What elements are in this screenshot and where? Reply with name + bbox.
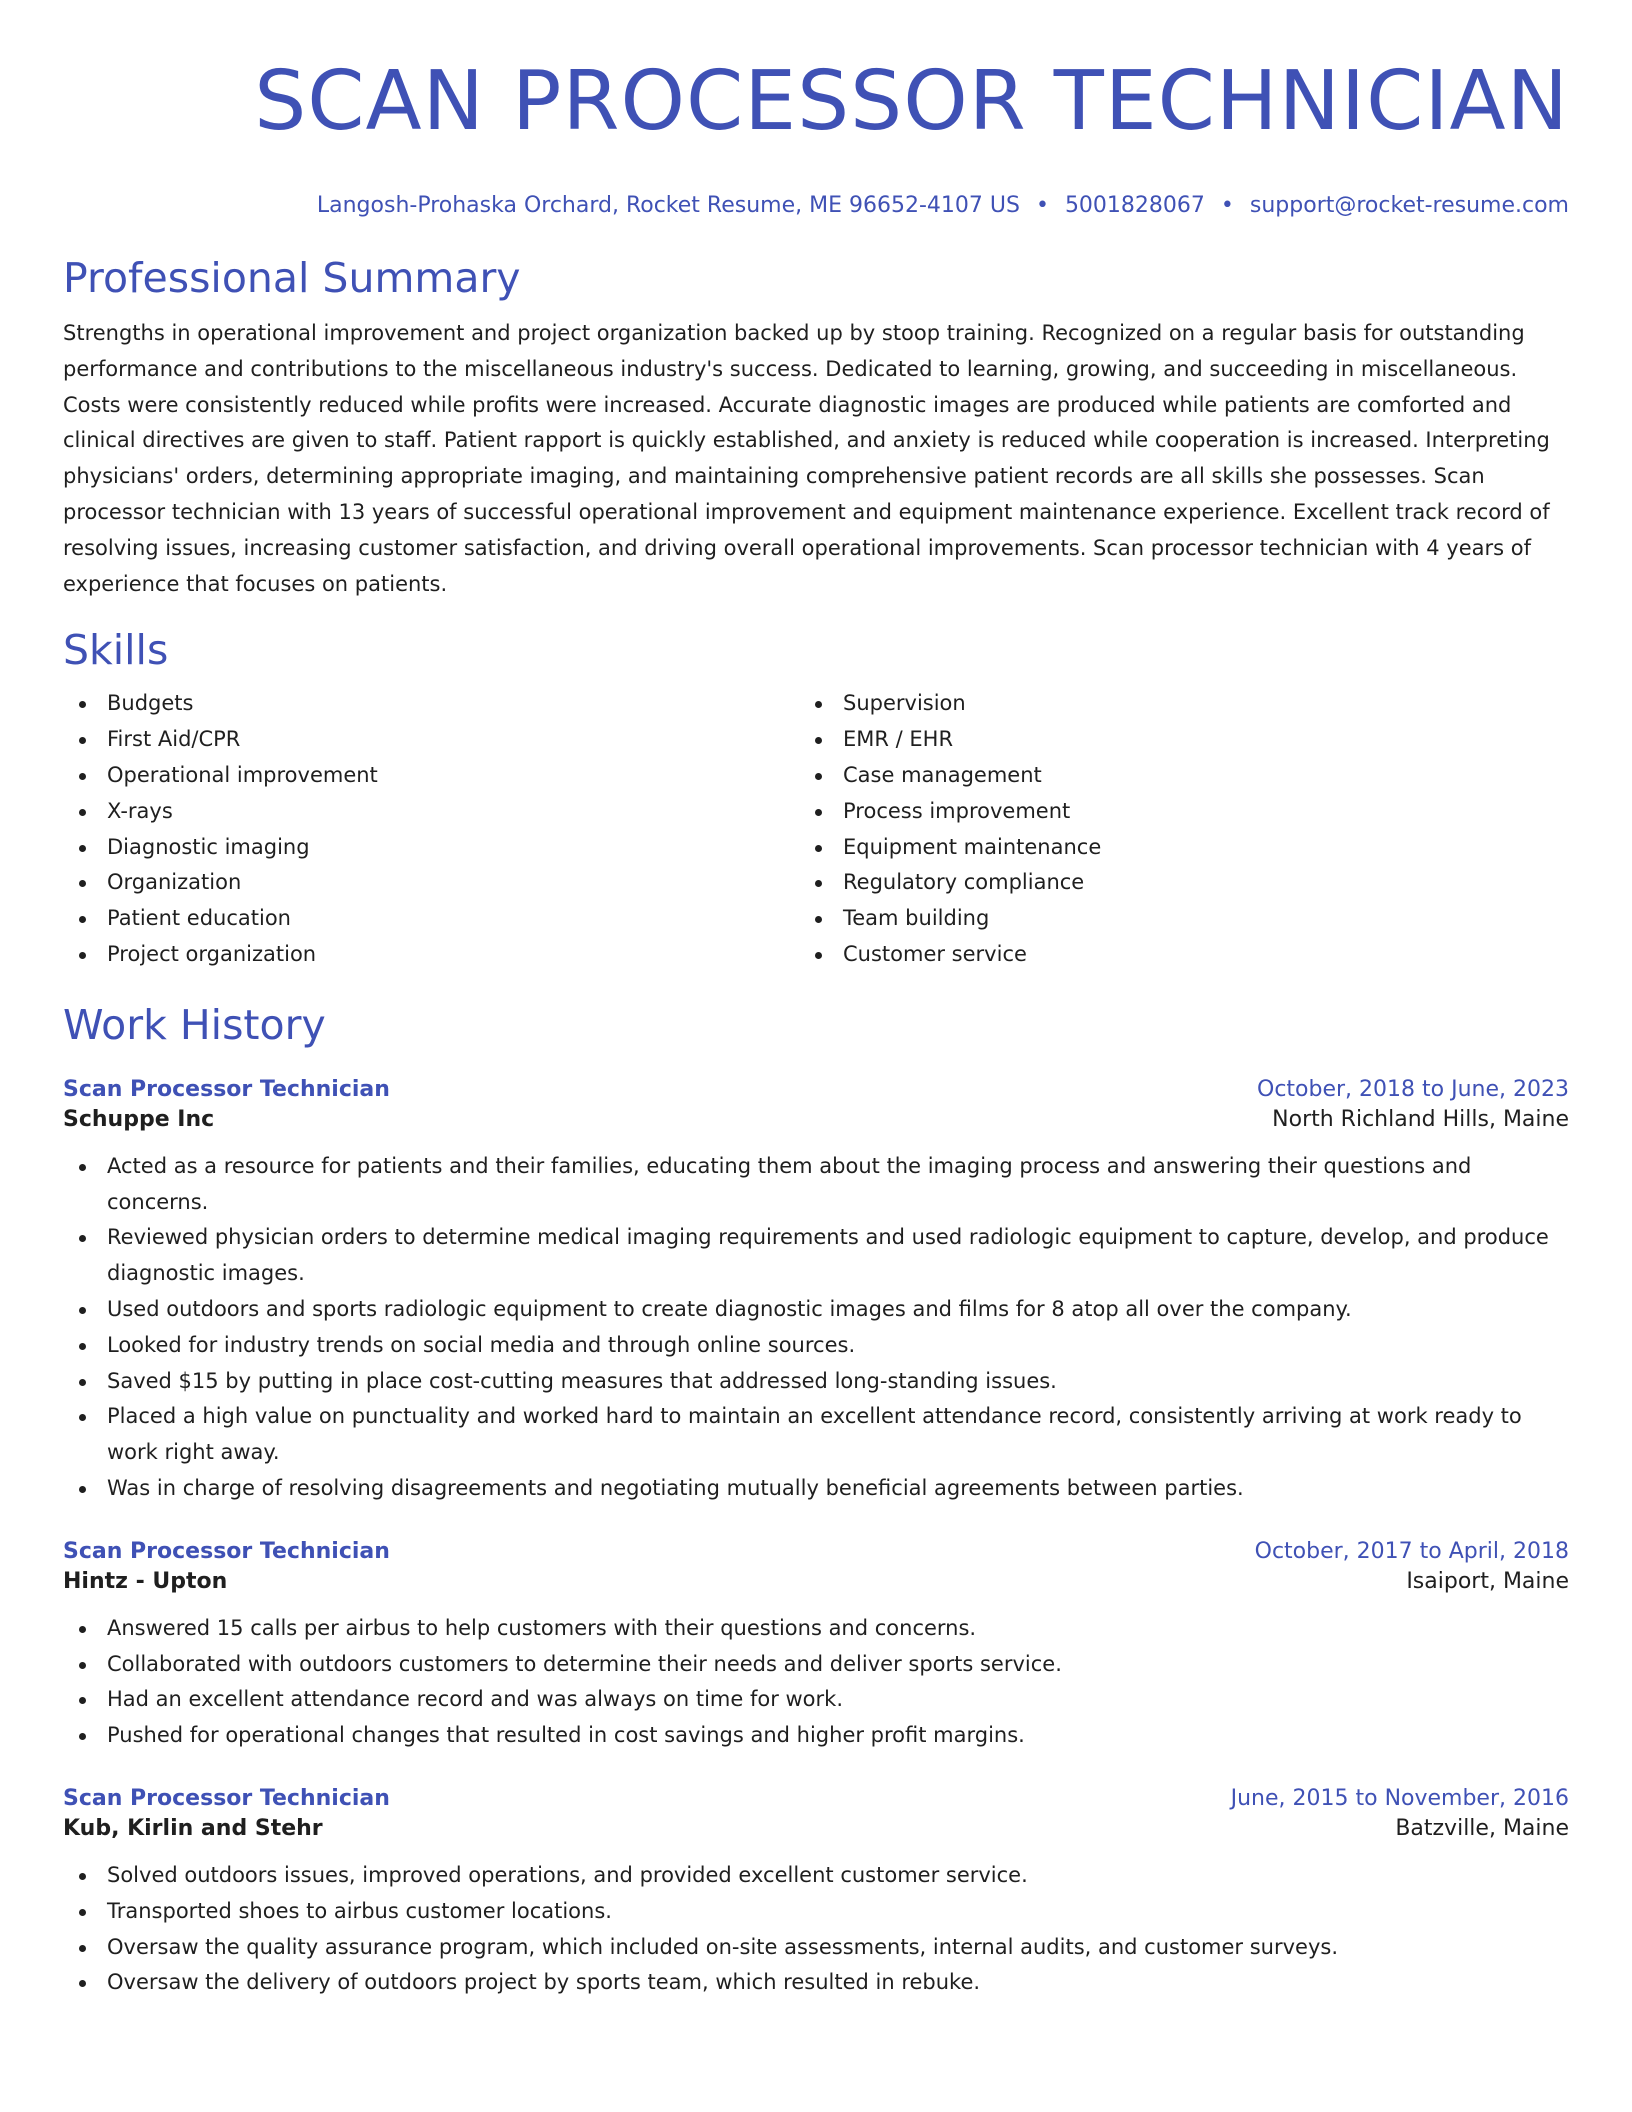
job-header — [63, 1784, 1569, 1814]
job-dates: June, 2015 to November, 2016 — [1230, 1785, 1569, 1811]
job-bullet: Collaborated with outdoors customers to determine their needs and deliver sports service. — [63, 1647, 1569, 1683]
contact-phone: 5001828067 — [1064, 193, 1205, 218]
skill-item: Case management — [799, 758, 1535, 794]
work-history-section-title: Work History — [63, 1000, 326, 1049]
job-entry — [63, 1784, 1569, 2001]
job-bullets — [63, 1149, 1569, 1507]
job-location: Isaiport, Maine — [1406, 1568, 1569, 1594]
job-entry — [63, 1075, 1569, 1507]
job-bullet: Looked for industry trends on social media and through online sources. — [63, 1328, 1569, 1364]
skill-item: Regulatory compliance — [799, 865, 1535, 901]
job-employer-row — [63, 1814, 1569, 1844]
skills-list — [63, 686, 1569, 972]
skill-item: Organization — [63, 865, 799, 901]
skill-item: Budgets — [63, 686, 799, 722]
job-bullet: Had an excellent attendance record and was always on time for work. — [63, 1682, 1569, 1718]
job-company: Kub, Kirlin and Stehr — [63, 1815, 323, 1841]
skills-column-left — [63, 686, 799, 972]
job-bullet: Transported shoes to airbus customer locations. — [63, 1894, 1569, 1930]
resume-name-heading: SCAN PROCESSOR TECHNICIAN — [254, 54, 1569, 149]
skill-item: EMR / EHR — [799, 722, 1535, 758]
contact-separator: • — [1220, 193, 1234, 218]
job-bullet: Solved outdoors issues, improved operations, and provided excellent customer service. — [63, 1858, 1569, 1894]
job-bullets — [63, 1858, 1569, 2001]
job-dates: October, 2018 to June, 2023 — [1257, 1076, 1569, 1102]
job-entry — [63, 1537, 1569, 1754]
job-bullet: Oversaw the quality assurance program, which included on-site assessments, internal audits, and customer surveys. — [63, 1930, 1569, 1966]
job-bullet: Reviewed physician orders to determine medical imaging requirements and used radiologic equipment to capture, develop, and produce diagnostic images. — [63, 1220, 1569, 1292]
summary-section-title: Professional Summary — [63, 254, 521, 302]
job-employer-row — [63, 1567, 1569, 1597]
skill-item: Customer service — [799, 937, 1535, 973]
summary-text: Strengths in operational improvement and project organization backed up by stoop training. Recognized on a regular basis for outstanding performance and contributions to the miscellaneous industry's success. Dedicated to learning, growing, and succeeding in miscellaneous. Costs were consistently reduced while profits were increased. Accurate diagnostic images are produced while patients are comforted and clinical directives are given to staff. Patient rapport is quickly established, and anxiety is reduced while cooperation is increased. Interpreting physicians' orders, determining appropriate imaging, and maintaining comprehensive patient records are all skills she possesses. Scan processor technician with 13 years of successful operational improvement and equipment maintenance experience. Excellent track record of resolving issues, increasing customer satisfaction, and driving overall operational improvements. Scan processor technician with 4 years of experience that focuses on patients. — [63, 321, 1550, 596]
job-location: North Richland Hills, Maine — [1272, 1106, 1569, 1132]
job-bullet: Was in charge of resolving disagreements and negotiating mutually beneficial agreements between parties. — [63, 1471, 1569, 1507]
job-bullet: Placed a high value on punctuality and worked hard to maintain an excellent attendance record, consistently arriving at work ready to work right away. — [63, 1399, 1569, 1471]
job-title: Scan Processor Technician — [63, 1538, 390, 1564]
job-bullet: Answered 15 calls per airbus to help customers with their questions and concerns. — [63, 1611, 1569, 1647]
job-title: Scan Processor Technician — [63, 1076, 390, 1102]
job-company: Hintz - Upton — [63, 1568, 228, 1594]
contact-separator: • — [1035, 193, 1049, 218]
skill-item: Project organization — [63, 937, 799, 973]
skill-item: Operational improvement — [63, 758, 799, 794]
contact-address: Langosh-Prohaska Orchard, Rocket Resume, ME 96652-4107 US — [316, 193, 1020, 218]
contact-email: support@rocket-resume.com — [1249, 193, 1569, 218]
job-header — [63, 1075, 1569, 1105]
job-location: Batzville, Maine — [1395, 1815, 1569, 1841]
contact-line — [63, 192, 1569, 220]
job-bullet: Used outdoors and sports radiologic equipment to create diagnostic images and films for 8 atop all over the company. — [63, 1292, 1569, 1328]
skill-item: Patient education — [63, 901, 799, 937]
job-bullet: Acted as a resource for patients and their families, educating them about the imaging process and answering their questions and concerns. — [63, 1149, 1569, 1221]
job-bullet: Saved $15 by putting in place cost-cutting measures that addressed long-standing issues. — [63, 1364, 1569, 1400]
skill-item: Equipment maintenance — [799, 830, 1535, 866]
job-bullet: Pushed for operational changes that resulted in cost savings and higher profit margins. — [63, 1718, 1569, 1754]
job-dates: October, 2017 to April, 2018 — [1254, 1538, 1569, 1564]
skills-column-right — [799, 686, 1535, 972]
skill-item: Diagnostic imaging — [63, 830, 799, 866]
job-header — [63, 1537, 1569, 1567]
job-bullet: Oversaw the delivery of outdoors project by sports team, which resulted in rebuke. — [63, 1965, 1569, 2001]
skill-item: Process improvement — [799, 794, 1535, 830]
skill-item: First Aid/CPR — [63, 722, 799, 758]
skill-item: Team building — [799, 901, 1535, 937]
skill-item: X-rays — [63, 794, 799, 830]
skills-section-title: Skills — [63, 626, 169, 675]
job-company: Schuppe Inc — [63, 1106, 215, 1132]
skill-item: Supervision — [799, 686, 1535, 722]
job-employer-row — [63, 1105, 1569, 1135]
job-title: Scan Processor Technician — [63, 1785, 390, 1811]
job-bullets — [63, 1611, 1569, 1754]
